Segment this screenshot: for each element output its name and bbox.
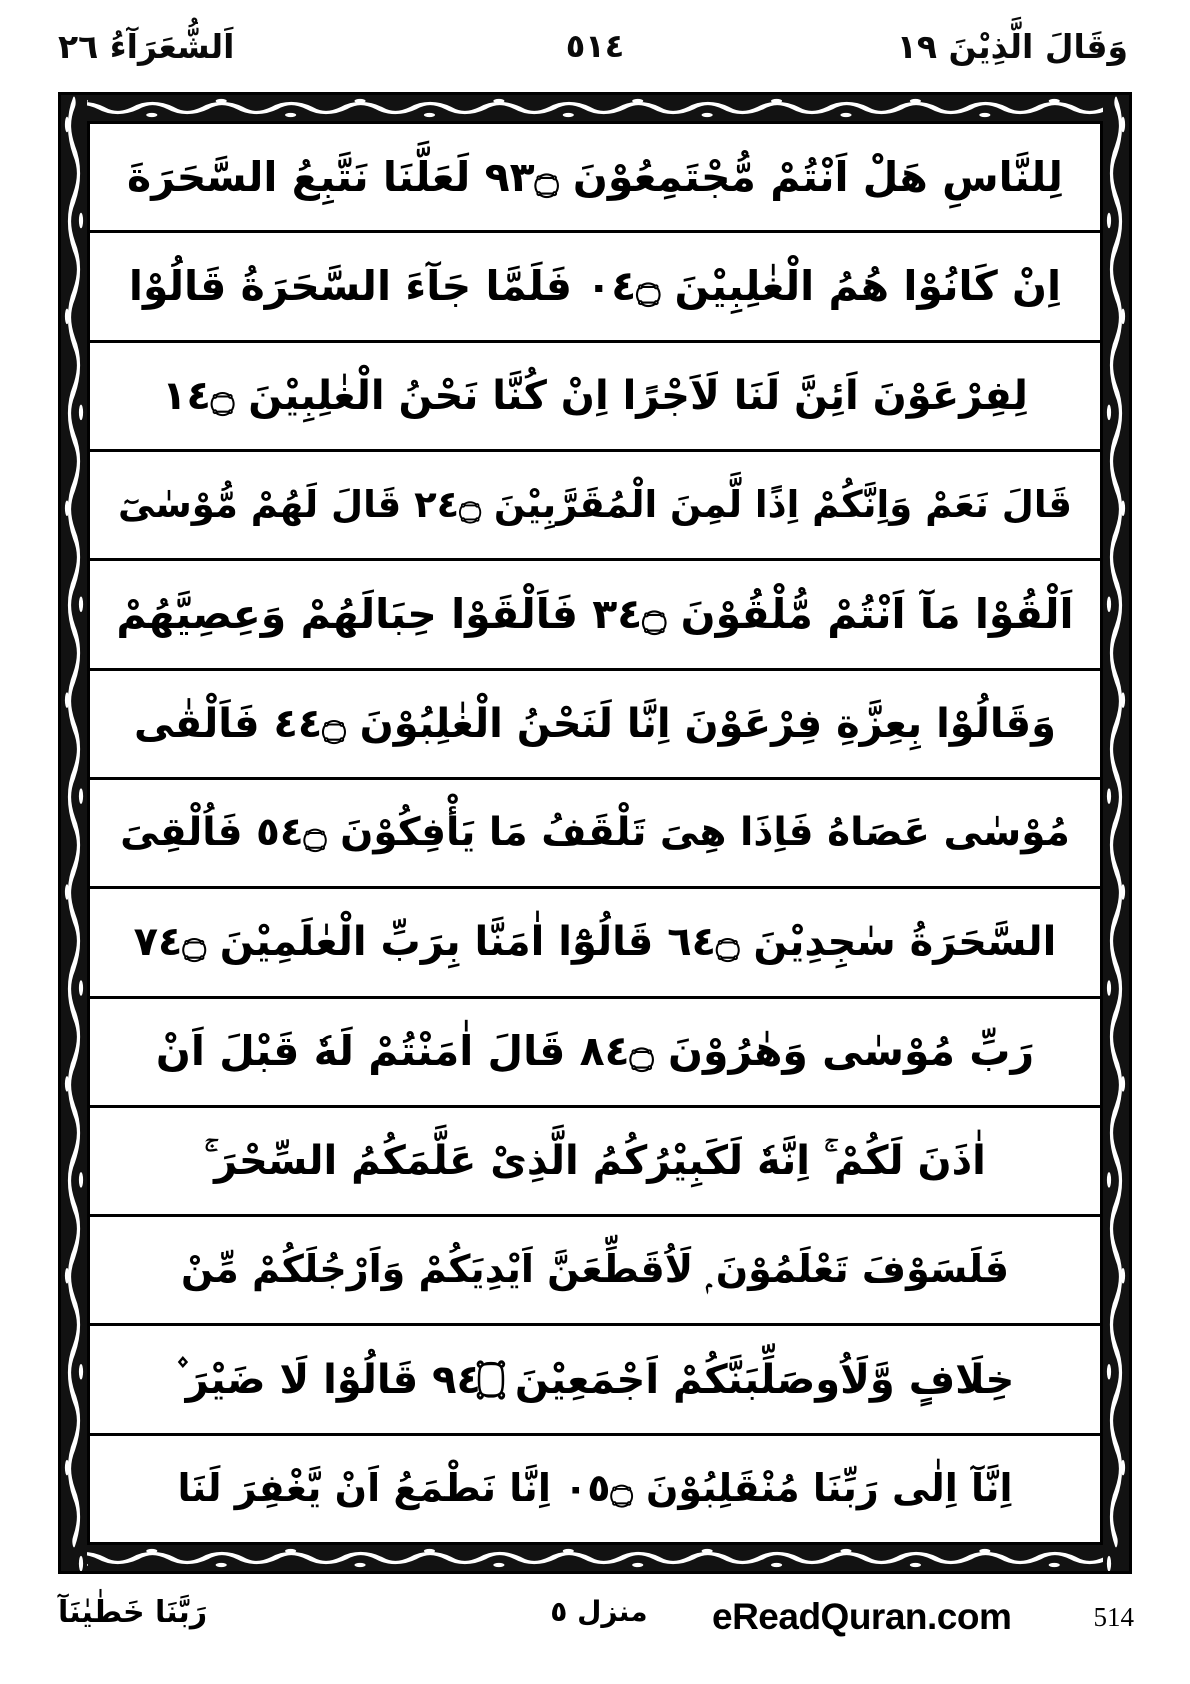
- brand-label: eReadQuran.com: [712, 1596, 1012, 1637]
- ayah-line[interactable]: [90, 561, 1100, 670]
- ayah-lines-container: [87, 121, 1103, 1545]
- ayah-line[interactable]: [90, 452, 1100, 561]
- ayah-text: لِلنَّاسِ هَلْ اَنْتُمْ مُّجْتَمِعُوْنَ ۝٣٩ لَعَلَّنَا نَتَّبِعُ السَّحَرَةَ: [127, 152, 1063, 201]
- ayah-text: وَقَالُوْا بِعِزَّةِ فِرْعَوْنَ اِنَّا لَنَحْنُ الْغٰلِبُوْنَ ۝٤٤ فَاَلْقٰى: [134, 700, 1056, 747]
- frame-ornament-right: [1103, 95, 1129, 1571]
- ayah-line[interactable]: [90, 1108, 1100, 1217]
- catchword: رَبَّنَا خَطٰيٰنَآ: [58, 1595, 208, 1630]
- ayah-line[interactable]: [90, 1326, 1100, 1435]
- surah-label: اَلشُّعَرَآءُ ٢٦: [58, 27, 235, 66]
- ayah-line[interactable]: [90, 1436, 1100, 1542]
- ayah-text: لِفِرْعَوْنَ اَئِنَّ لَنَا لَاَجْرًا اِنْ كُنَّا نَحْنُ الْغٰلِبِيْنَ ۝٤١: [162, 372, 1028, 419]
- ayah-text: اِنَّآ اِلٰى رَبِّنَا مُنْقَلِبُوْنَ ۝٥٠ اِنَّا نَطْمَعُ اَنْ يَّغْفِرَ لَنَا: [177, 1465, 1013, 1510]
- ayah-text: اٰذَنَ لَكُمْ ۚ اِنَّهٗ لَكَبِيْرُكُمُ الَّذِىْ عَلَّمَكُمُ السِّحْرَ ۚ: [204, 1137, 986, 1184]
- page-number-latin: 514: [1093, 1602, 1134, 1632]
- ayah-line[interactable]: [90, 233, 1100, 342]
- ayah-line[interactable]: [90, 999, 1100, 1108]
- ayah-text: اِنْ كَانُوْا هُمُ الْغٰلِبِيْنَ ۝٤٠ فَلَمَّا جَآءَ السَّحَرَةُ قَالُوْا: [128, 261, 1062, 310]
- ayah-line[interactable]: [90, 124, 1100, 233]
- ayah-text: فَلَسَوْفَ تَعْلَمُوْنَ ۭ لَاُقَطِّعَنَّ اَيْدِيَكُمْ وَاَرْجُلَكُمْ مِّنْ: [181, 1247, 1009, 1292]
- ayah-line[interactable]: [90, 671, 1100, 780]
- ayah-line[interactable]: [90, 889, 1100, 998]
- page-footer: [0, 1574, 1190, 1684]
- ayah-text: اَلْقُوْا مَآ اَنْتُمْ مُّلْقُوْنَ ۝٤٣ فَاَلْقَوْا حِبَالَهُمْ وَعِصِيَّهُمْ: [116, 589, 1074, 638]
- frame-ornament-left: [61, 95, 87, 1571]
- decorative-frame: [58, 92, 1132, 1574]
- ayah-line[interactable]: [90, 343, 1100, 452]
- page-header: [0, 0, 1190, 92]
- ayah-text: مُوْسٰى عَصَاهُ فَاِذَا هِىَ تَلْقَفُ مَا يَأْفِكُوْنَ ۝٤٥ فَاُلْقِىَ: [120, 809, 1070, 855]
- ayah-line[interactable]: [90, 1217, 1100, 1326]
- page-number-arabic: ٥١٤: [565, 27, 625, 65]
- ayah-text: قَالَ نَعَمْ وَاِنَّكُمْ اِذًا لَّمِنَ الْمُقَرَّبِيْنَ ۝٤٢ قَالَ لَهُمْ مُّوْسٰىٓ: [117, 482, 1073, 526]
- ayah-text: رَبِّ مُوْسٰى وَهٰرُوْنَ ۝٤٨ قَالَ اٰمَنْتُمْ لَهٗ قَبْلَ اَنْ: [155, 1027, 1035, 1076]
- frame-ornament-bottom: [61, 1545, 1129, 1571]
- ayah-line[interactable]: [90, 780, 1100, 889]
- juz-label: وَقَالَ الَّذِيْنَ ١٩: [896, 27, 1128, 66]
- manzil-label: منزل ٥: [550, 1595, 648, 1628]
- ayah-text: السَّحَرَةُ سٰجِدِيْنَ ۝٤٦ قَالُوْٓا اٰمَنَّا بِرَبِّ الْعٰلَمِيْنَ ۝٤٧: [133, 919, 1057, 966]
- ayah-text: خِلَافٍ وَّلَاُوصَلِّبَنَّكُمْ اَجْمَعِيْنَ ۝٤٩ قَالُوْا لَا ضَيْرَ ۫: [175, 1356, 1015, 1403]
- frame-ornament-top: [61, 95, 1129, 121]
